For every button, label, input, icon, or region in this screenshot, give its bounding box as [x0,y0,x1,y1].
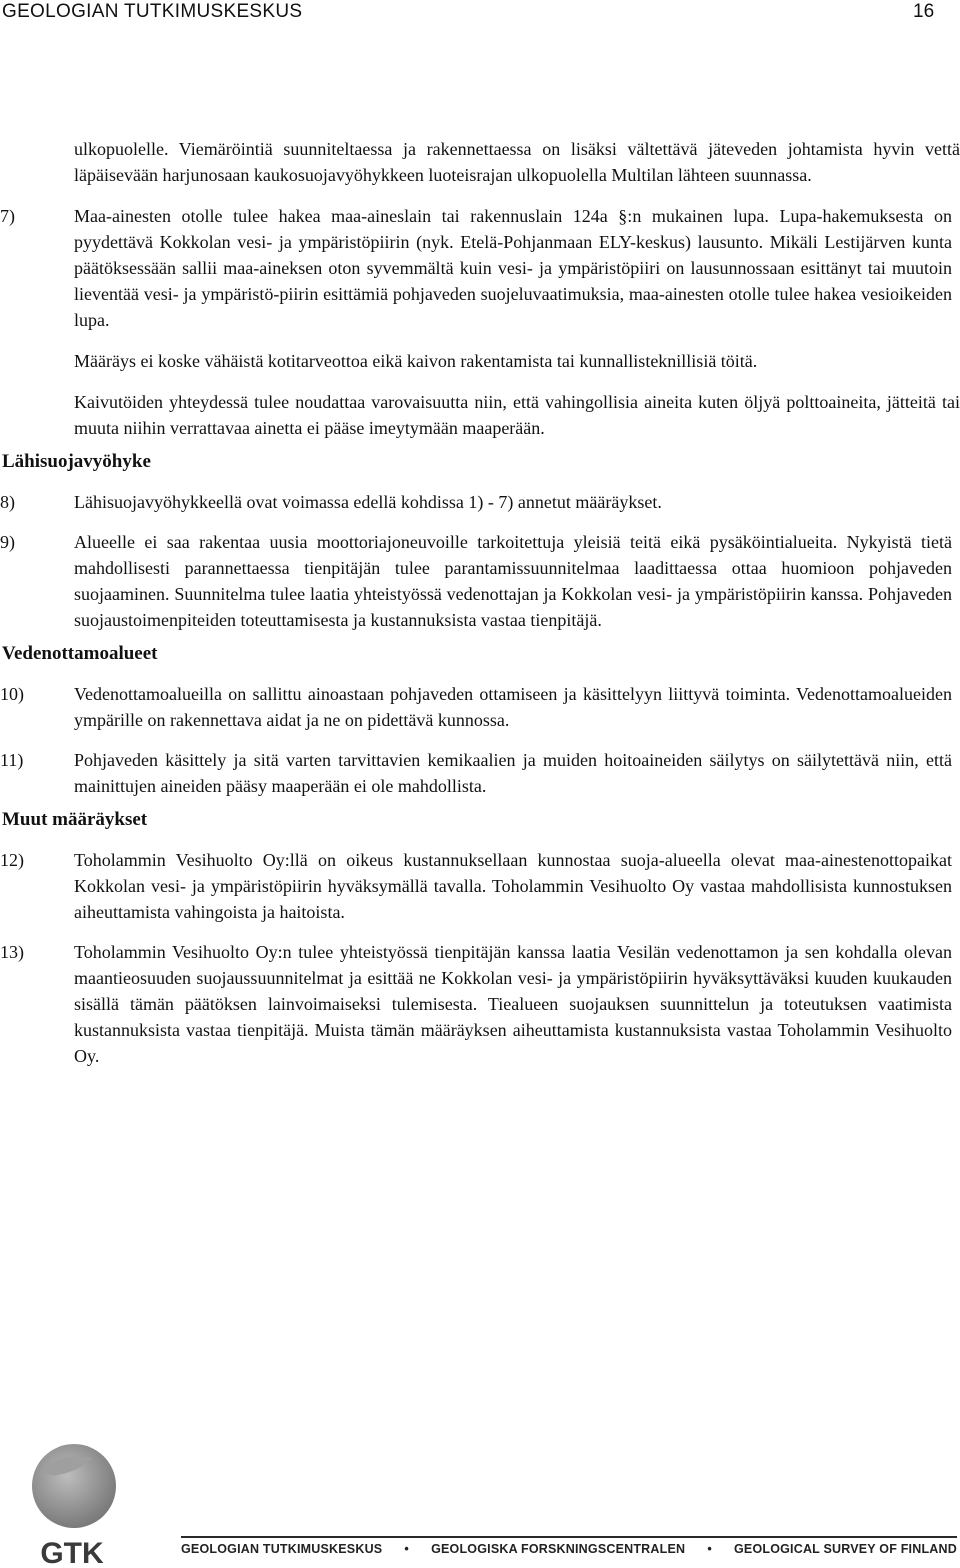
gtk-logo-text: GTK [40,1537,104,1568]
section-heading: Vedenottamoalueet [2,643,158,664]
footer-rule [181,1536,957,1538]
item-text: Pohjaveden käsittely ja sitä varten tarvittavien kemikaalien ja muiden hoitoaineiden säilytys on säilytettävä niin, että mainittujen aineiden pääsy maaperään ei ole mahdollista. [74,750,952,796]
intro-paragraph: ulkopuolelle. Viemäröintiä suunniteltaessa ja rakennettaessa on lisäksi vältettävä jäteveden johtamista hyvin vettä läpäisevään harjunosaan kaukosuojavyöhykkeen luoteisrajan ulkopuolella Multilan lähteen suunnassa. [74,139,960,185]
list-item [0,529,960,633]
footer-separator: • [707,1542,712,1556]
section-heading: Muut määräykset [2,809,148,830]
item-number: 9) [0,532,15,552]
item-number: 12) [0,850,24,870]
list-item [0,203,960,333]
item-text: Toholammin Vesihuolto Oy:llä on oikeus kustannuksellaan kunnostaa suoja-alueella olevat maa-ainestenottopaikat Kokkolan vesi- ja ympäristöpiirin hyväksymällä tavalla. Toholammin Vesihuolto Oy vastaa mahdollisista kunnostuksen aiheuttamista vahingoista ja haitoista. [74,850,952,922]
section-heading: Lähisuojavyöhyke [2,451,151,472]
item-text: Maa-ainesten otolle tulee hakea maa-aineslain tai rakennuslain 124a §:n mukainen lupa. Lupa-hakemuksesta on pyydettävä Kokkolan vesi- ja ympäristöpiirin (nyk. Etelä-Pohjanmaan ELY-keskus) lausunto. Mikäli Lestijärven kunta päätöksessään sallii maa-aineksen oton syvemmältä kuin vesi- ja ympäristöpiiri on lausunnossaan esittänyt tai muutoin lieventää vesi- ja ympäristö-piirin esittämiä pohjaveden suojeluvaatimuksia, maa-ainesten otolle tulee hakea vesioikeiden lupa. [74,206,952,330]
document-body [0,136,960,1083]
item-text: Lähisuojavyöhykkeellä ovat voimassa edellä kohdissa 1) - 7) annetut määräykset. [74,492,662,512]
item-text: Toholammin Vesihuolto Oy:n tulee yhteistyössä tienpitäjän kanssa laatia Vesilän vedenottamon ja sen kohdalla olevan maantieosuuden suojaussuunnitelmat ja esittää ne Kokkolan vesi- ja ympäristöpiirin hyväksyttäväksi kuuden kuukauden sisällä tämän päätöksen lainvoimaiseksi tulemisesta. Tiealueen suojauksen suunnittelun ja toteutuksen vaatimista kustannuksista vastaa tienpitäjä. Muista tämän määräyksen aiheuttamista kustannuksista vastaa Toholammin Vesihuolto Oy. [74,942,952,1066]
item-number: 10) [0,684,24,704]
item-subparagraph: Määräys ei koske vähäistä kotitarveottoa eikä kaivon rakentamista tai kunnallisteknillisiä töitä. [74,351,758,371]
item-text: Vedenottamoalueilla on sallittu ainoastaan pohjaveden ottamiseen ja käsittelyyn liittyvä toiminta. Vedenottamoalueiden ympärille on rakennettava aidat ja ne on pidettävä kunnossa. [74,684,952,730]
list-item [0,939,960,1069]
page-header [0,0,960,28]
item-number: 7) [0,206,15,226]
list-item [0,847,960,925]
footer-separator: • [404,1542,409,1556]
footer-names [181,1542,957,1556]
item-text: Alueelle ei saa rakentaa uusia moottoriajoneuvoille tarkoitettuja yleisiä teitä eikä pysäköintialueita. Nykyistä tietä mahdollisesti parannettaessa tienpitäjän tulee parantamissuunnitelmaa laadittaessa ottaa huomioon pohjaveden suojaaminen. Suunnitelma tulee laatia yhteistyössä vedenottajan ja Kokkolan vesi- ja ympäristöpiirin kanssa. Pohjaveden suojaustoimenpiteiden toteuttamisesta ja kustannuksista vastaa tienpitäjä. [74,532,952,630]
item-subparagraph: Kaivutöiden yhteydessä tulee noudattaa varovaisuutta niin, että vahingollisia aineita kuten öljyä polttoaineita, jätteitä tai muuta niihin verrattavaa ainetta ei pääse imeytymään maaperään. [74,392,960,438]
footer-name-sv: GEOLOGISKA FORSKNINGSCENTRALEN [431,1542,686,1556]
footer-name-fi: GEOLOGIAN TUTKIMUSKESKUS [181,1542,383,1556]
list-item [0,747,960,799]
page-footer [0,1440,960,1568]
item-number: 11) [0,750,24,770]
list-item [0,681,960,733]
footer-name-en: GEOLOGICAL SURVEY OF FINLAND [733,1542,957,1556]
item-number: 13) [0,942,24,962]
item-number: 8) [0,492,15,512]
header-organization: GEOLOGIAN TUTKIMUSKESKUS [2,1,303,22]
page-number: 16 [913,1,935,22]
gtk-logo [22,1440,122,1568]
list-item [0,489,960,515]
